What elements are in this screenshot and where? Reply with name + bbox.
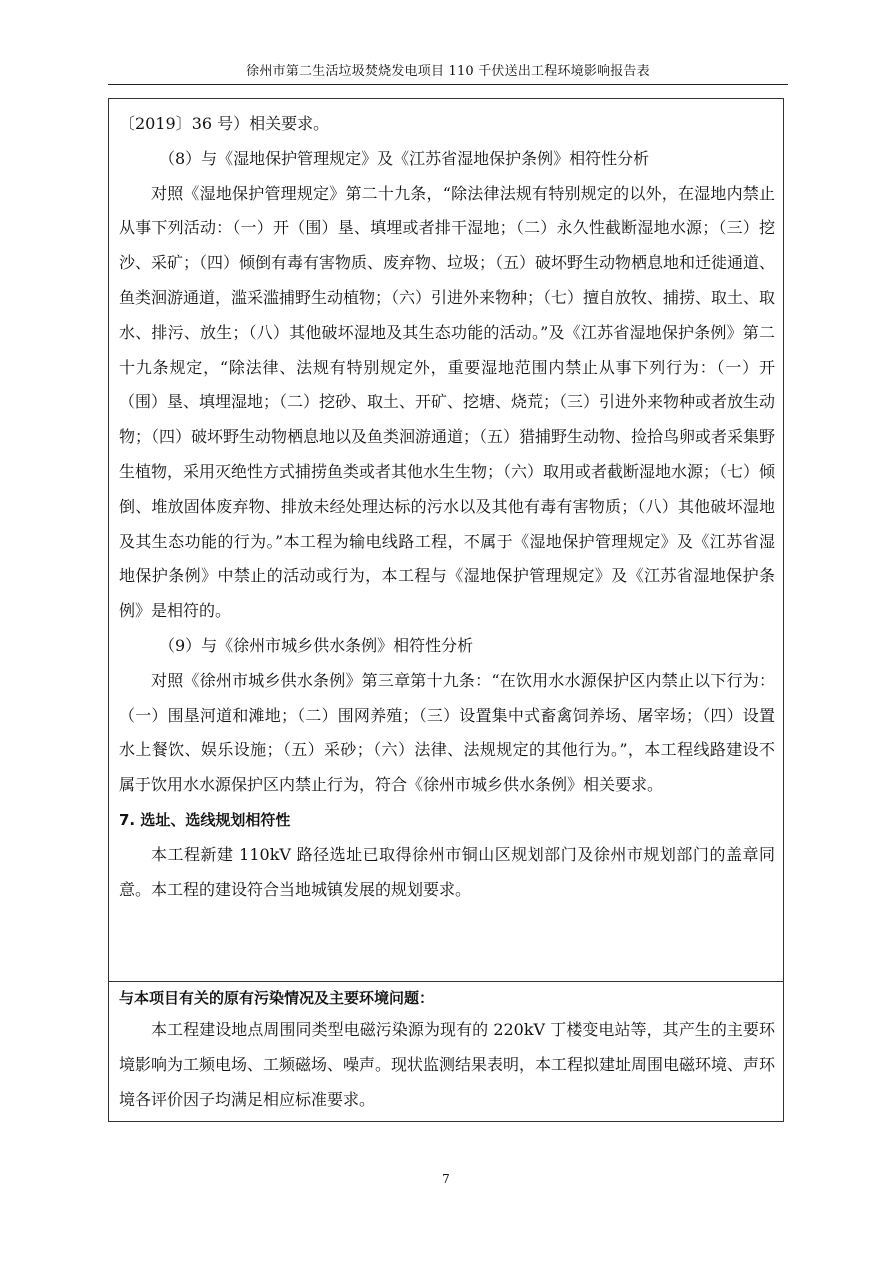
pollution-section [119, 983, 775, 1117]
paragraph-water-supply: 对照《徐州市城乡供水条例》第三章第十九条：“在饮用水水源保护区内禁止以下行为：（一）围垦河道和滩地；（二）围网养殖；（三）设置集中式畜禽饲养场、屠宰场；（四）设置水上餐饮、娱乐设施；（五）采砂；（六）法律、法规规定的其他行为。”，本工程线路建设不属于饮用水水源保护区内禁止行为，符合《徐州市城乡供水条例》相关要求。 [119, 670, 775, 795]
paragraph-wetland: 对照《湿地保护管理规定》第二十九条，“除法律法规有特别规定的以外，在湿地内禁止从事下列活动：（一）开（围）垦、填埋或者排干湿地；（二）永久性截断湿地水源；（三）挖沙、采矿；（四）倾倒有毒有害物质、废弃物、垃圾；（五）破坏野生动物栖息地和迁徙通道、鱼类洄游通道，滥采滥捕野生动植物；（六）引进外来物种；（七）擅自放牧、捕捞、取土、取水、排污、放生；（八）其他破坏湿地及其生态功能的活动。”及《江苏省湿地保护条例》第二十九条规定，“除法律、法规有特别规定外，重要湿地范围内禁止从事下列行为：（一）开（围）垦、填埋湿地；（二）挖砂、取土、开矿、挖塘、烧荒；（三）引进外来物种或者放生动物；（四）破坏野生动物栖息地以及鱼类洄游通道；（五）猎捕野生动物、捡拾鸟卵或者采集野生植物，采用灭绝性方式捕捞鱼类或者其他水生生物；（六）取用或者截断湿地水源；（七）倾倒、堆放固体废弃物、排放未经处理达标的污水以及其他有毒有害物质；（八）其他破坏湿地及其生态功能的行为。”本工程为输电线路工程，不属于《湿地保护管理规定》及《江苏省湿地保护条例》中禁止的活动或行为，本工程与《湿地保护管理规定》及《江苏省湿地保护条例》是相符的。 [119, 183, 776, 621]
heading-site-selection: 7. 选址、选线规划相符性 [119, 810, 291, 829]
table-divider [109, 981, 783, 982]
paragraph-existing-pollution: 本工程建设地点周围同类型电磁污染源为现有的 220kV 丁楼变电站等，其产生的主要环境影响为工频电场、工频磁场、噪声。现状监测结果表明，本工程拟建址周围电磁环境、声环境各评价因子均满足相应标准要求。 [119, 1020, 776, 1109]
document-header: 徐州市第二生活垃圾焚烧发电项目 110 千伏送出工程环境影响报告表 [246, 64, 650, 79]
page-number: 7 [442, 1172, 450, 1186]
compliance-section [119, 107, 775, 907]
heading-water-supply-analysis: （9）与《徐州市城乡供水条例》相符性分析 [159, 635, 474, 655]
heading-wetland-analysis: （8）与《湿地保护管理规定》及《江苏省湿地保护条例》相符性分析 [159, 148, 650, 168]
heading-existing-pollution: 与本项目有关的原有污染情况及主要环境问题： [119, 989, 435, 1007]
content-table [108, 98, 784, 1122]
header-rule [108, 84, 788, 85]
paragraph-site-selection: 本工程新建 110kV 路径选址已取得徐州市铜山区规划部门及徐州市规划部门的盖章同意。本工程的建设符合当地城镇发展的规划要求。 [119, 844, 775, 899]
paragraph-continuation: 〔2019〕36 号）相关要求。 [119, 114, 330, 133]
